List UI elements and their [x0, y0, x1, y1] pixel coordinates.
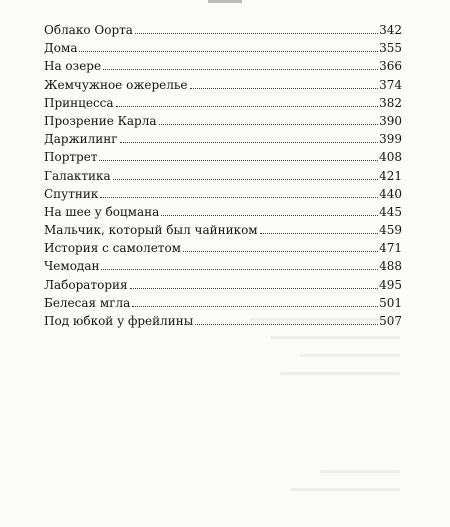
dot-leader: [130, 288, 379, 289]
bleed-through-line: [320, 470, 400, 473]
toc-entry-title: Принцесса: [44, 95, 114, 110]
toc-entry-title: Даржилинг: [44, 132, 118, 147]
toc-entry: [44, 185, 402, 203]
toc-entry-title: Галактика: [44, 168, 111, 183]
toc-entry-title: На шее у боцмана: [44, 204, 160, 219]
toc-entry-title: Белесая мгла: [44, 295, 131, 310]
toc-entry-title: Чемодан: [44, 259, 100, 274]
dot-leader: [159, 124, 379, 125]
bleed-through-line: [270, 336, 400, 339]
dot-leader: [195, 324, 378, 325]
toc-entry-page-number: 390: [379, 113, 402, 128]
dot-leader: [190, 88, 379, 89]
toc-entry-page-number: 459: [379, 223, 402, 238]
toc-entry: [44, 239, 402, 257]
bleed-through-line: [250, 318, 400, 321]
toc-entry-title: История с самолетом: [44, 241, 182, 256]
toc-entry-page-number: 382: [379, 95, 402, 110]
toc-entry: [44, 57, 402, 75]
dot-leader: [135, 33, 378, 34]
toc-entry-page-number: 342: [379, 23, 402, 37]
toc-entry: [44, 148, 402, 166]
dot-leader: [161, 215, 378, 216]
toc-entry: [44, 130, 402, 148]
toc-entry-page-number: 374: [379, 77, 402, 92]
dot-leader: [260, 233, 378, 234]
toc-entry-page-number: 471: [379, 241, 402, 256]
dot-leader: [103, 69, 378, 70]
toc-entry: [44, 257, 402, 275]
bleed-through-line: [300, 354, 400, 357]
toc-entry: [44, 39, 402, 57]
dot-leader: [132, 306, 378, 307]
toc-entry-title: Спутник: [44, 186, 99, 201]
toc-entry-title: Облако Оорта: [44, 23, 133, 37]
toc-entry-page-number: 495: [379, 277, 402, 292]
toc-entry-page-number: 440: [379, 186, 402, 201]
toc-entry-title: Дома: [44, 41, 78, 56]
toc-entry: [44, 221, 402, 239]
dot-leader: [99, 160, 378, 161]
page-edge-mark: [208, 0, 242, 3]
toc-entry-page-number: 421: [379, 168, 402, 183]
toc-entry: [44, 21, 402, 39]
toc-entry: [44, 167, 402, 185]
dot-leader: [79, 51, 378, 52]
toc-entry-page-number: 366: [379, 59, 402, 74]
toc-entry: [44, 94, 402, 112]
toc-entry: [44, 203, 402, 221]
dot-leader: [116, 106, 379, 107]
toc-entry-page-number: 488: [379, 259, 402, 274]
toc-entry-page-number: 399: [379, 132, 402, 147]
toc-entry-page-number: 355: [379, 41, 402, 56]
bleed-through-line: [290, 488, 400, 491]
dot-leader: [183, 251, 378, 252]
toc-entry: [44, 112, 402, 130]
dot-leader: [120, 142, 379, 143]
toc-entry: [44, 76, 402, 94]
toc-entry-page-number: 408: [379, 150, 402, 165]
toc-entry: [44, 312, 402, 330]
toc-entry-title: Жемчужное ожерелье: [44, 77, 188, 92]
dot-leader: [100, 197, 378, 198]
toc-entry-title: Под юбкой у фрейлины: [44, 314, 194, 328]
toc-entry-title: Портрет: [44, 150, 98, 165]
toc-entry-title: Лаборатория: [44, 277, 128, 292]
toc-entry: [44, 276, 402, 294]
toc-entry-page-number: 445: [379, 204, 402, 219]
toc-entry-page-number: 507: [379, 314, 402, 328]
dot-leader: [101, 269, 378, 270]
dot-leader: [113, 179, 378, 180]
table-of-contents: [44, 21, 402, 330]
toc-entry-title: Мальчик, который был чайником: [44, 223, 258, 238]
bleed-through-line: [280, 372, 400, 375]
toc-entry-title: Прозрение Карла: [44, 113, 157, 128]
toc-entry: [44, 294, 402, 312]
toc-entry-page-number: 501: [379, 295, 402, 310]
toc-entry-title: На озере: [44, 59, 102, 74]
